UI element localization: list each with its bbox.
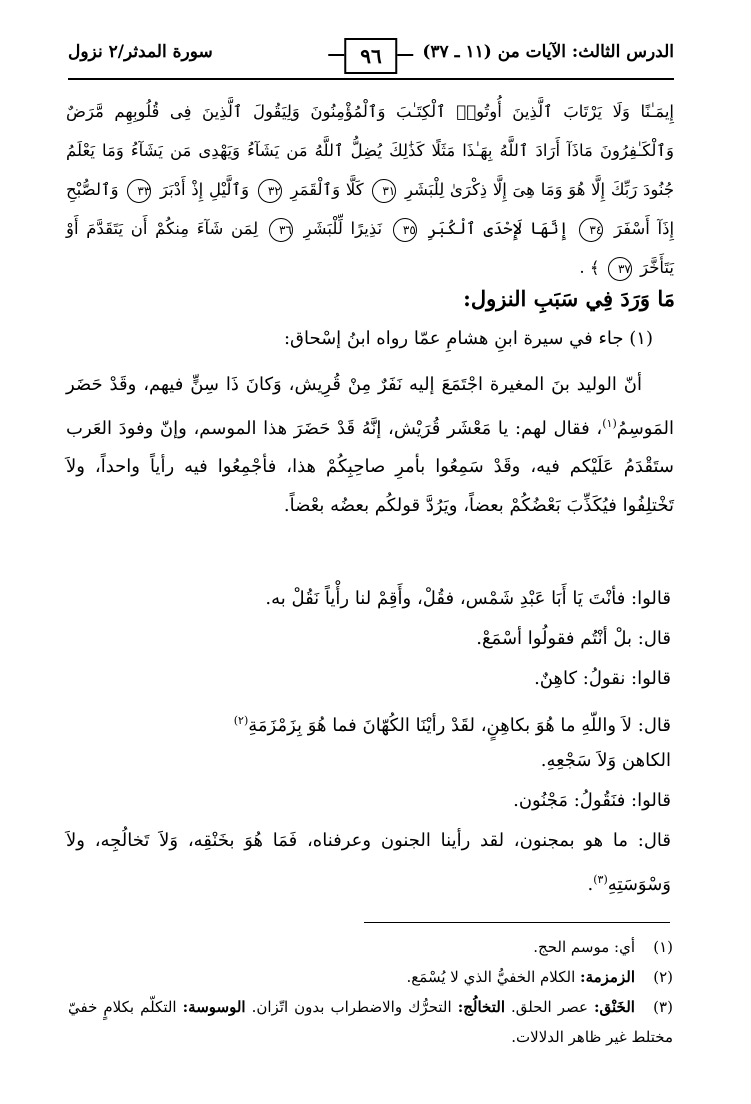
footnote [68, 992, 673, 1052]
dialogue-text: قال: لاَ واللّهِ ما هُوَ بكاهِنٍ، لقَدْ رأيْنَا الكُهّانَ فما هُوَ بِزَمْزَمَةِ [248, 715, 671, 736]
quran-line: إِيمَـٰنًا وَلَا يَرْتَابَ ٱلَّذِينَ أُوتُوا۟ ٱلْكِتَـٰبَ وَٱلْمُؤْمِنُونَ وَلِيَقُولَ ٱلَّذِينَ فِى قُلُوبِهِم مَّرَضٌ وَٱلْكَـٰفِرُونَ مَاذَآ أَرَادَ ٱللَّهُ [66, 102, 675, 160]
surah-title: سورة المدثر/٢ نزول [68, 42, 213, 62]
footnote [533, 932, 673, 962]
quran-line: ذِكْرَىٰ لِلْبَشَرِ [404, 180, 488, 199]
dialogue-line: قال: بلْ أنْتُم فقولُوا أسْمَعْ. [476, 628, 671, 649]
quran-line: كَلَّا وَٱلْقَمَرِ [290, 180, 364, 199]
quran-line: وَٱلَّيْلِ إِذْ أَدْبَرَ [160, 180, 250, 199]
dialogue-line: قالوا: نقولُ: كاهِنٌ. [534, 668, 671, 689]
footnote-term: الوسوسة: [182, 998, 246, 1016]
footnote-text: عصر الحلق. [511, 998, 588, 1016]
footnote [407, 962, 673, 992]
footnote-text: التكلّم بكلامٍ خفيّ مختلط غير ظاهر الدلالات. [68, 998, 673, 1046]
footnote-ref: (٢) [233, 714, 249, 727]
section-title: مَا وَرَدَ فِي سَبَبِ النزول: [463, 286, 675, 311]
ayah-number: ٣٣ [127, 179, 151, 203]
quran-line: لِمَن شَآءَ مِنكُمْ أَن يَتَقَدَّمَ أَوْ يَتَأَخَّرَ [66, 219, 674, 277]
quran-line: نَذِيرًا لِّلْبَشَرِ [303, 219, 383, 238]
quran-line: بِهَـٰذَا مَثَلًا كَذَٰلِكَ يُضِلُّ ٱللَّهُ مَن يَشَآءُ وَيَهْدِى مَن يَشَآءُ وَمَا يَعْلَمُ جُنُودَ رَبِّكَ إِلَّا هُوَ وَمَا هِىَ إِلَّا [66, 141, 675, 199]
dialogue-line: قالوا: فأنْتَ يَا أَبَا عَبْدِ شَمْس، فقُلْ، وأَقِمْ لنا رأْياً نَقُلْ به. [265, 588, 671, 609]
page-number: ٩٦ [344, 38, 397, 74]
ayah-number: ٣٦ [269, 218, 293, 242]
quran-line: لَإِحْدَى ٱلْكُبَرِ [427, 219, 523, 238]
footnote-term: الزمزمة: [580, 968, 635, 986]
footnote-ref: (١) [602, 416, 617, 430]
body-text: أنّ الوليد بنَ المغيرة اجْتَمَعَ إليه نَفَرٌ مِنْ قُرِيش، وَكانَ ذَا سِنٍّ فيهم، وقَدْ حَضَر المَوسِمُ [66, 374, 674, 439]
quran-line: إِنَّهَا [529, 219, 569, 238]
footnote-text: التحرُّك والاضطراب بدون اتّزان. [251, 998, 452, 1016]
footnote-number: (٣) [653, 998, 673, 1016]
quran-line: وَٱلصُّبْحِ إِذَآ أَسْفَرَ [66, 180, 675, 238]
ayah-number: ٣٤ [579, 218, 603, 242]
lesson-title: الدرس الثالث: الآيات من (١١ ـ ٣٧) [422, 42, 674, 62]
quran-line: ﴾ . [579, 258, 600, 277]
quran-verses [66, 92, 674, 287]
ayah-number: ٣٢ [258, 179, 282, 203]
source-line: (١) جاء في سيرة ابنِ هشامِ عمّا رواه ابنُ إسْحاق: [283, 328, 653, 349]
dialogue-text: قال: ما هو بمجنون، لقد رأينا الجنون وعرفناه، فَمَا هُوَ بخَنْقِه، وَلاَ تَخالُجِه، ولاَ وَسْوَسَتِهِ [66, 830, 671, 895]
dialogue-line: قالوا: فنَقُولُ: مَجْنُون. [513, 790, 671, 811]
footnote-ref: (٣) [593, 872, 608, 886]
dialogue-text: . [587, 873, 594, 895]
footnote-number: (٢) [653, 968, 673, 986]
dialogue-line [66, 822, 671, 904]
footnote-text: الكلام الخفيُّ الذي لا يُسْمَع. [406, 968, 576, 986]
page-header [68, 38, 674, 80]
footnote-text: أي: موسم الحج. [533, 938, 635, 956]
footnote-term: الخَنْق: [593, 998, 635, 1016]
dialogue-line [234, 702, 671, 746]
dialogue-line: الكاهن وَلاَ سَجْعِهِ. [540, 750, 671, 771]
footnote-term: التخالُج: [457, 998, 505, 1016]
ayah-number: ٣٥ [393, 218, 417, 242]
ayah-number: ٣١ [372, 179, 396, 203]
ayah-number: ٣٧ [608, 257, 632, 281]
footnote-number: (١) [653, 938, 673, 956]
body-paragraph [66, 366, 674, 525]
body-text: ، فقال لهم: يا مَعْشَر قُرَيْش، إنَّهُ قَدْ حَضَرَ هذا الموسم، وإنّ وفودَ العَرب ستَقْدَمُ عَلَيْكم فيه، وقَدْ سَمِعُوا بأمرِ صاحِبِكُمْ هذا، فأجْمِعُوا فيه رأياً واحداً، ولاَ تَخْتلِفُوا فيُكَذِّبَ بَعْضُكُمْ بعضاً، ويَرُدَّ قولكُم بعضُه بعْضاً. [66, 417, 674, 516]
footnote-divider [364, 922, 670, 923]
